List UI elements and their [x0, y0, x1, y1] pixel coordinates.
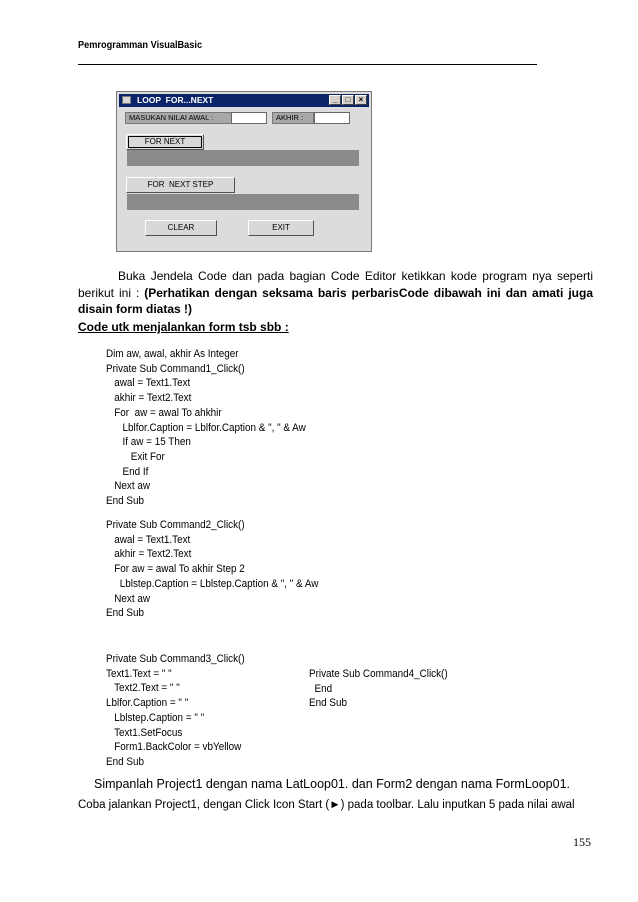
code-line: Lblstep.Caption = Lblstep.Caption & ", " & Aw [106, 577, 319, 590]
code-block-3 [106, 652, 245, 770]
code-line: awal = Text1.Text [106, 377, 191, 390]
code-line: Lblfor.Caption = " " [106, 697, 189, 710]
code-line: akhir = Text2.Text [106, 548, 192, 561]
exit-button[interactable]: EXIT [248, 220, 314, 236]
code-line: Form1.BackColor = vbYellow [106, 741, 242, 754]
lblfor-label [127, 150, 359, 166]
code-line: End Sub [106, 607, 144, 620]
code-line: Text2.Text = " " [106, 682, 180, 695]
text2-input[interactable] [314, 112, 350, 124]
code-line: Private Sub Command3_Click() [106, 653, 245, 665]
code-line: akhir = Text2.Text [106, 392, 192, 405]
instruction-bold: (Perhatikan dengan seksama baris perbarisCode dibawah ini dan amati juga disain form diatas !) [78, 285, 593, 316]
code-line: Next aw [106, 480, 151, 493]
code-block-4 [309, 667, 448, 711]
vb-form-window [116, 91, 372, 252]
section-title: Code utk menjalankan form tsb sbb : [78, 320, 289, 334]
header-rule [78, 64, 537, 65]
page-header: Pemrogramman VisualBasic [78, 40, 203, 51]
code-line: End If [106, 465, 149, 478]
instruction-text: Buka Jendela Code dan pada bagian Code Editor ketikkan kode program nya seperti berikut ini : [78, 269, 593, 300]
save-instruction-line1: Simpanlah Project1 dengan nama LatLoop01. dan Form2 dengan nama FormLoop01. [94, 777, 571, 791]
code-line: End Sub [106, 755, 144, 768]
close-icon[interactable]: × [355, 95, 367, 105]
code-line: Dim aw, awal, akhir As Integer [106, 348, 239, 360]
for-next-step-button[interactable]: FOR NEXT STEP [126, 177, 235, 193]
code-line: End Sub [106, 495, 144, 508]
code-line: Text1.SetFocus [106, 726, 183, 739]
code-line: Text1.Text = " " [106, 667, 172, 680]
instruction-paragraph [78, 268, 593, 318]
code-line: Private Sub Command1_Click() [106, 362, 245, 375]
minimize-icon[interactable]: _ [329, 95, 341, 105]
label-nilai-awal: MASUKAN NILAI AWAL : [125, 112, 232, 124]
code-line: Exit For [106, 450, 165, 463]
code-line: For aw = awal To ahkhir [106, 406, 222, 419]
code-line: If aw = 15 Then [106, 436, 191, 449]
lblstep-label [127, 194, 359, 210]
maximize-icon[interactable]: □ [342, 95, 354, 105]
code-line: Lblfor.Caption = Lblfor.Caption & ", " & Aw [106, 421, 306, 434]
code-line: Private Sub Command2_Click() [106, 519, 245, 531]
code-line: Next aw [106, 592, 151, 605]
text1-input[interactable] [231, 112, 267, 124]
label-akhir: AKHIR : [272, 112, 314, 124]
page-number: 155 [573, 835, 591, 849]
code-block-1 [106, 347, 306, 509]
code-line: Lblstep.Caption = " " [106, 711, 205, 724]
code-line: awal = Text1.Text [106, 533, 191, 546]
code-line: Private Sub Command4_Click() [309, 668, 448, 680]
save-instruction-line2: Coba jalankan Project1, dengan Click Icon Start (►) pada toolbar. Lalu inputkan 5 pada nilai awal [78, 799, 575, 811]
code-line: For aw = awal To akhir Step 2 [106, 563, 245, 576]
clear-button[interactable]: CLEAR [145, 220, 217, 236]
vb-form-title: LOOP FOR...NEXT [137, 95, 214, 105]
code-line: End Sub [309, 697, 347, 710]
vb-titlebar [119, 94, 369, 107]
for-next-button[interactable]: FOR NEXT [126, 134, 204, 150]
form-icon [122, 96, 131, 104]
code-block-2 [106, 518, 318, 621]
code-line: End [309, 682, 333, 695]
